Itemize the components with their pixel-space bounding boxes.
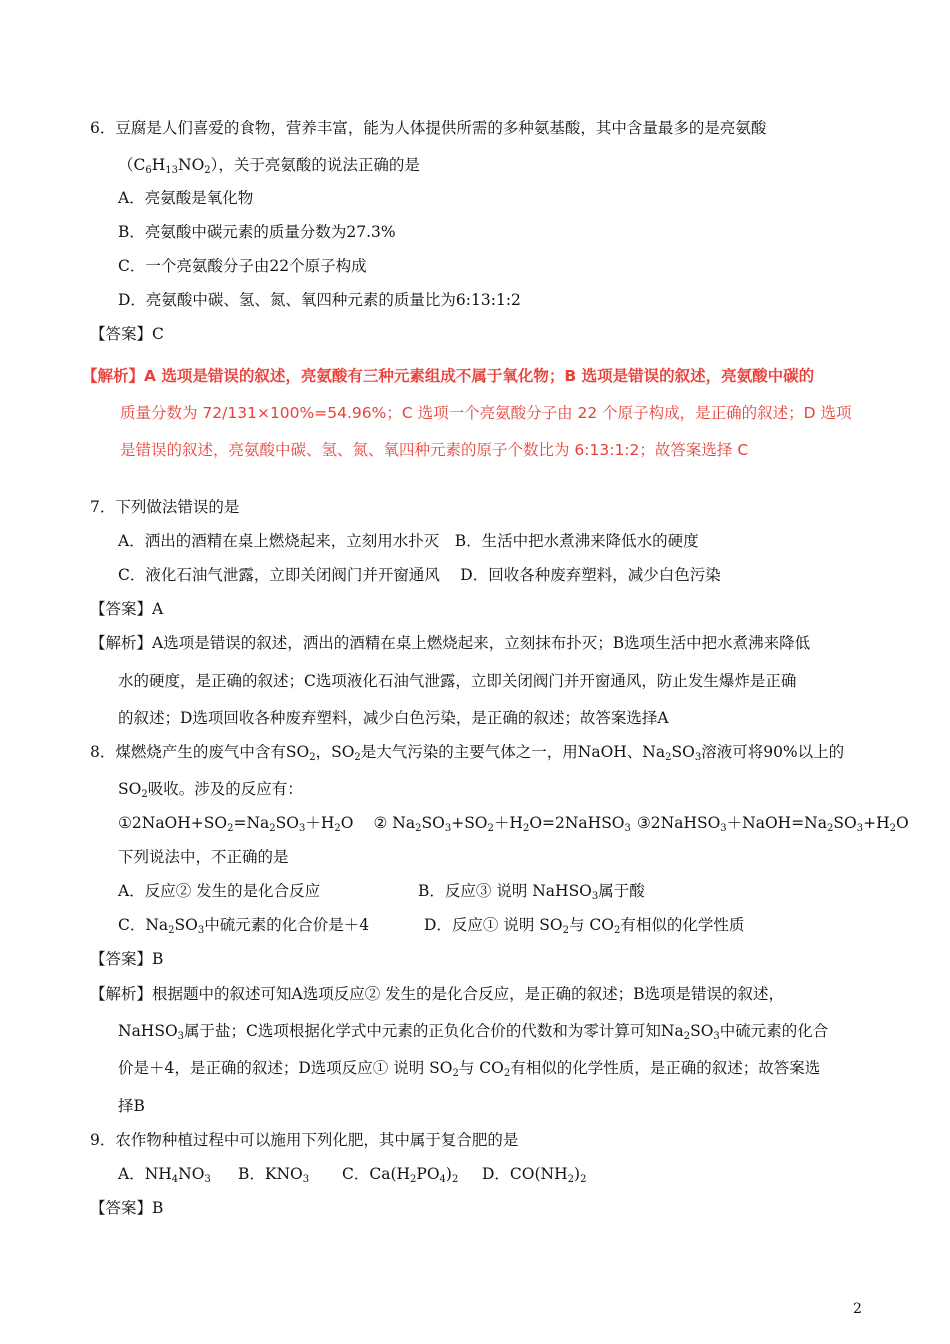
- q8-analysis-line-4: 择B: [118, 1097, 145, 1115]
- q8-option-a: A．反应② 发生的是化合反应: [118, 882, 321, 900]
- q8-reactions: $①2NaOH+SO_2=Na_2SO_3+H_2O$ ② $Na_2SO_3+SO_2+H_2O=2NaHSO_3$ $③2NaHSO_3+NaOH=Na_2SO_3+H_2O$: [118, 814, 909, 834]
- q6-analysis-line-2: 质量分数为 72/131×100%=54.96%；C 选项一个亮氨酸分子由 22 个原子构成，是正确的叙述；D 选项: [120, 404, 852, 422]
- q7-stem: 7．下列做法错误的是: [90, 498, 240, 516]
- q6-option-d: D．亮氨酸中碳、氢、氮、氧四种元素的质量比为6:13:1:2: [118, 291, 521, 309]
- q8-analysis-line-2: NaHSO$_3$属于盐；C选项根据化学式中元素的正负化合价的代数和为零计算可知$Na_2SO_3$中硫元素的化合: [118, 1022, 829, 1042]
- q9-option-c: C．$Ca(H_2PO_4)_2$: [342, 1165, 459, 1185]
- q6-analysis-line-1: 【解析】A 选项是错误的叙述，亮氨酸有三种元素组成不属于氧化物；B 选项是错误的叙述，亮氨酸中碳的: [82, 367, 815, 385]
- q6-stem-line-2: $(C_6H_{13}NO_2)$，关于亮氨酸的说法正确的是: [118, 156, 420, 176]
- q9-stem: 9．农作物种植过程中可以施用下列化肥，其中属于复合肥的是: [90, 1131, 519, 1149]
- q8-analysis-line-3: 价是＋4，是正确的叙述；D选项反应① 说明 $SO_2$与 $CO_2$有相似的化学性质，是正确的叙述；故答案选: [118, 1059, 821, 1079]
- q8-stem-line-2: $SO_2$吸收。涉及的反应有：: [118, 780, 303, 800]
- q8-option-b: B．反应③ 说明 NaHSO$_3$属于酸: [418, 882, 645, 902]
- q9-answer: 【答案】B: [90, 1199, 164, 1217]
- q6-analysis-line-3: 是错误的叙述，亮氨酸中碳、氢、氮、氧四种元素的原子个数比为 6:13:1:2；故答案选择 C: [120, 441, 749, 459]
- q8-option-d: D．反应① 说明 $SO_2$与 $CO_2$有相似的化学性质: [424, 916, 745, 936]
- q8-stem-line-1: 8．煤燃烧产生的废气中含有$SO_2$，$SO_2$是大气污染的主要气体之一，用NaOH、$Na_2SO_3$溶液可将90%以上的: [90, 743, 845, 763]
- q7-options-ab: A．洒出的酒精在桌上燃烧起来，立刻用水扑灭 B．生活中把水煮沸来降低水的硬度: [118, 532, 699, 550]
- q6-option-c: C．一个亮氨酸分子由22个原子构成: [118, 257, 367, 275]
- q6-option-b: B．亮氨酸中碳元素的质量分数为27.3%: [118, 223, 396, 241]
- q9-option-a: A．$NH_4NO_3$: [118, 1165, 211, 1185]
- q8-question: 下列说法中，不正确的是: [118, 848, 289, 866]
- q7-analysis-line-2: 水的硬度，是正确的叙述；C选项液化石油气泄露，立即关闭阀门并开窗通风，防止发生爆炸是正确: [118, 672, 797, 690]
- q7-answer: 【答案】A: [90, 600, 164, 618]
- q7-options-cd: C．液化石油气泄露，立即关闭阀门并开窗通风 D．回收各种废弃塑料，减少白色污染: [118, 566, 721, 584]
- q6-option-a: A．亮氨酸是氧化物: [118, 189, 254, 207]
- q6-answer: 【答案】C: [90, 325, 164, 343]
- q7-analysis-line-1: 【解析】A选项是错误的叙述，洒出的酒精在桌上燃烧起来，立刻抹布扑灭；B选项生活中把水煮沸来降低: [90, 634, 811, 652]
- page-number: 2: [853, 1301, 862, 1317]
- q8-option-c: C．$Na_2SO_3$中硫元素的化合价是＋4: [118, 916, 370, 936]
- q7-analysis-line-3: 的叙述；D选项回收各种废弃塑料，减少白色污染，是正确的叙述；故答案选择A: [118, 709, 669, 727]
- q8-analysis-line-1: 【解析】根据题中的叙述可知A选项反应② 发生的是化合反应，是正确的叙述；B选项是错误的叙述，: [90, 985, 785, 1003]
- q9-option-b: B．$KNO_3$: [238, 1165, 310, 1185]
- q9-option-d: D．$CO(NH_2)_2$: [482, 1165, 587, 1185]
- q8-answer: 【答案】B: [90, 950, 164, 968]
- q6-stem-line-1: 6．豆腐是人们喜爱的食物，营养丰富，能为人体提供所需的多种氨基酸，其中含量最多的是亮氨酸: [90, 119, 767, 137]
